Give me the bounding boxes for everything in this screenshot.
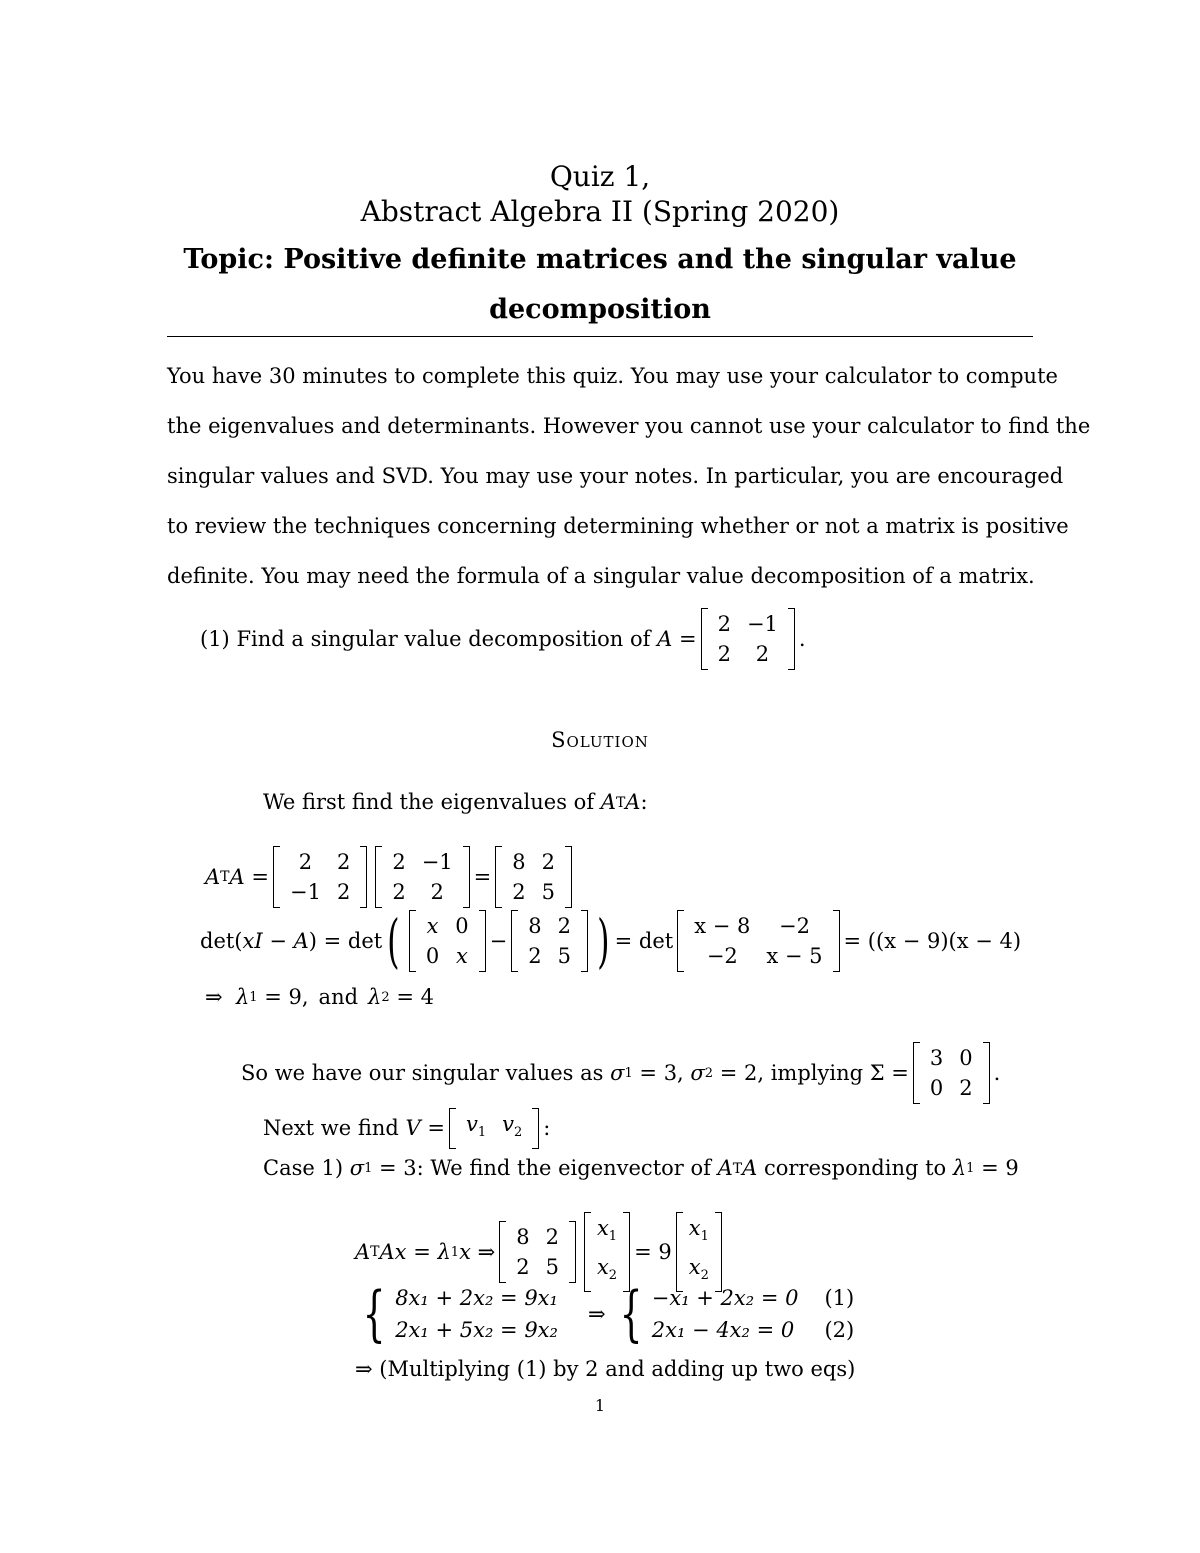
- case-1-line: Case 1) σ 1 = 3: We find the eigenvector of A T A corresponding to λ 1 = 9: [263, 1156, 1019, 1180]
- topic-line-2: decomposition: [489, 294, 711, 325]
- matrix-at: 2 2 −1 2: [273, 846, 367, 908]
- matrix-ata-result: 8 2 2 5: [495, 846, 572, 908]
- topic-line-1: Topic: Positive definite matrices and the singular value: [183, 244, 1017, 275]
- instruction-line: to review the techniques concerning determining whether or not a matrix is positive: [167, 514, 1069, 538]
- solution-intro: We first find the eigenvalues of A T A :: [263, 790, 648, 814]
- singular-values-line: So we have our singular values as σ 1 = 3, σ 2 = 2, implying Σ = 3 0 0 2 .: [241, 1042, 1000, 1104]
- char-poly: = ((x − 9)(x − 4): [843, 928, 1022, 953]
- matrix-sigma: 3 0 0 2: [913, 1042, 990, 1104]
- title-rule: [167, 336, 1033, 337]
- matrix-ata-2: 8 2 2 5: [499, 1221, 576, 1283]
- solution-heading: Solution: [551, 728, 649, 752]
- matrix-diff: x − 8 −2 −2 x − 5: [677, 910, 839, 972]
- multiplying-line: ⇒ (Multiplying (1) by 2 and adding up two eqs): [355, 1357, 856, 1381]
- page-number: 1: [594, 1396, 606, 1415]
- vector-x: $x_1$ $x_2$: [584, 1212, 630, 1292]
- system-left: 8x₁ + 2x₂ = 9x₁ 2x₁ + 5x₂ = 9x₂: [395, 1286, 558, 1342]
- quiz-title: Quiz 1,: [549, 160, 651, 193]
- course-title: Abstract Algebra II (Spring 2020): [360, 195, 840, 228]
- instruction-line: the eigenvalues and determinants. However you cannot use your calculator to find the: [167, 414, 1091, 438]
- eigenvalues-line: ⇒ λ 1 = 9, and λ 2 = 4: [205, 985, 434, 1009]
- next-v-line: Next we find V = $v_1$ $v_2$ :: [263, 1108, 550, 1149]
- instructions: [167, 351, 1091, 601]
- matrix-a: 2 −1 2 2: [701, 608, 795, 670]
- system-tags: (1) (2): [824, 1286, 855, 1342]
- eigvec-equation: A T Ax = λ 1 x ⇒ 8 2 2 5 $x_1$ $x_2$ = 9 $x_1$ $x_2$: [355, 1212, 726, 1292]
- instruction-line: definite. You may need the formula of a singular value decomposition of a matrix.: [167, 564, 1035, 588]
- equation-system: { 8x₁ + 2x₂ = 9x₁ 2x₁ + 5x₂ = 9x₂ ⇒ { −x₁ + 2x₂ = 0 2x₁ − 4x₂ = 0 (1) (2): [362, 1279, 855, 1349]
- vector-x-rhs: $x_1$ $x_2$: [676, 1212, 722, 1292]
- matrix-xi: x 0 0 x: [409, 910, 486, 972]
- system-right: −x₁ + 2x₂ = 0 2x₁ − 4x₂ = 0: [651, 1286, 799, 1342]
- problem-1: (1) Find a singular value decomposition of A = 2 −1 2 2 .: [200, 608, 806, 670]
- det-equation: det( xI − A ) = det ( x 0 0 x − 8 2 2 5 ) = det x − 8 −2 −2 x − 5 = ((x − 9)(x − 4): [200, 907, 1022, 975]
- matrix-v: $v_1$ $v_2$: [449, 1108, 539, 1149]
- instruction-line: You have 30 minutes to complete this quiz. You may use your calculator to compute: [167, 364, 1058, 388]
- matrix-a-repeat: 2 −1 2 2: [375, 846, 469, 908]
- problem-number: (1): [200, 626, 230, 651]
- ata-equation: A T A = 2 2 −1 2 2 −1 2 2 = 8 2 2 5: [205, 846, 576, 908]
- matrix-ata: 8 2 2 5: [511, 910, 588, 972]
- problem-text: Find a singular value decomposition of: [236, 626, 651, 651]
- instruction-line: singular values and SVD. You may use your notes. In particular, you are encouraged: [167, 464, 1064, 488]
